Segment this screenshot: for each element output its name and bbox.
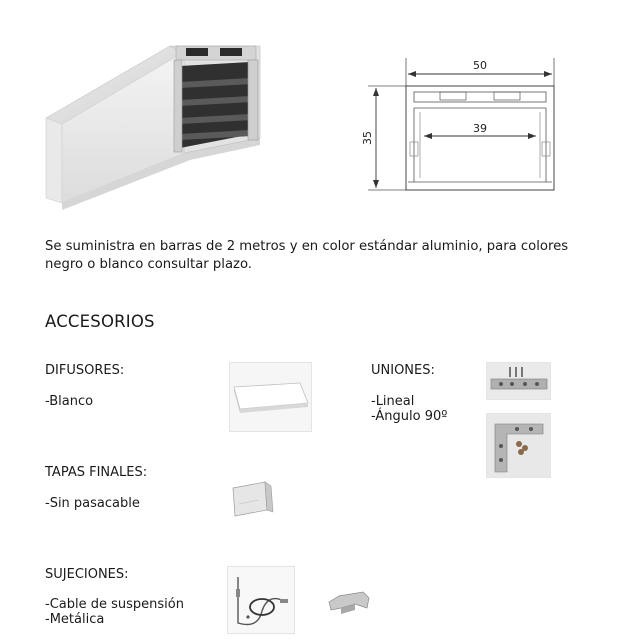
sujeciones-item: -Metálica xyxy=(45,612,105,627)
profile-3d-image xyxy=(40,38,270,213)
angle-union-image xyxy=(486,413,551,478)
uniones-title: UNIONES: xyxy=(371,363,435,378)
uniones-item: -Lineal xyxy=(371,394,415,409)
inner-width-dimension-label: 39 xyxy=(473,122,487,135)
difusores-item: -Blanco xyxy=(45,394,94,409)
height-dimension-label: 35 xyxy=(361,131,374,145)
tapas-title: TAPAS FINALES: xyxy=(45,465,148,480)
profile-technical-drawing xyxy=(358,52,566,202)
end-cap-image xyxy=(229,478,277,518)
metal-clip-image xyxy=(325,584,373,620)
sujeciones-item: -Cable de suspensión xyxy=(45,597,184,612)
diffuser-image xyxy=(229,362,312,432)
description-line: negro o blanco consultar plazo. xyxy=(45,257,252,272)
linear-union-image xyxy=(486,362,551,400)
suspension-cable-image xyxy=(227,566,295,634)
difusores-title: DIFUSORES: xyxy=(45,363,125,378)
tapas-item: -Sin pasacable xyxy=(45,496,140,511)
sujeciones-title: SUJECIONES: xyxy=(45,567,129,582)
uniones-item: -Ángulo 90º xyxy=(371,409,448,424)
description-line: Se suministra en barras de 2 metros y en color estándar aluminio, para colores xyxy=(45,239,569,254)
width-dimension-label: 50 xyxy=(473,59,487,72)
section-title-accesorios: ACCESORIOS xyxy=(45,312,155,331)
description xyxy=(45,238,605,274)
